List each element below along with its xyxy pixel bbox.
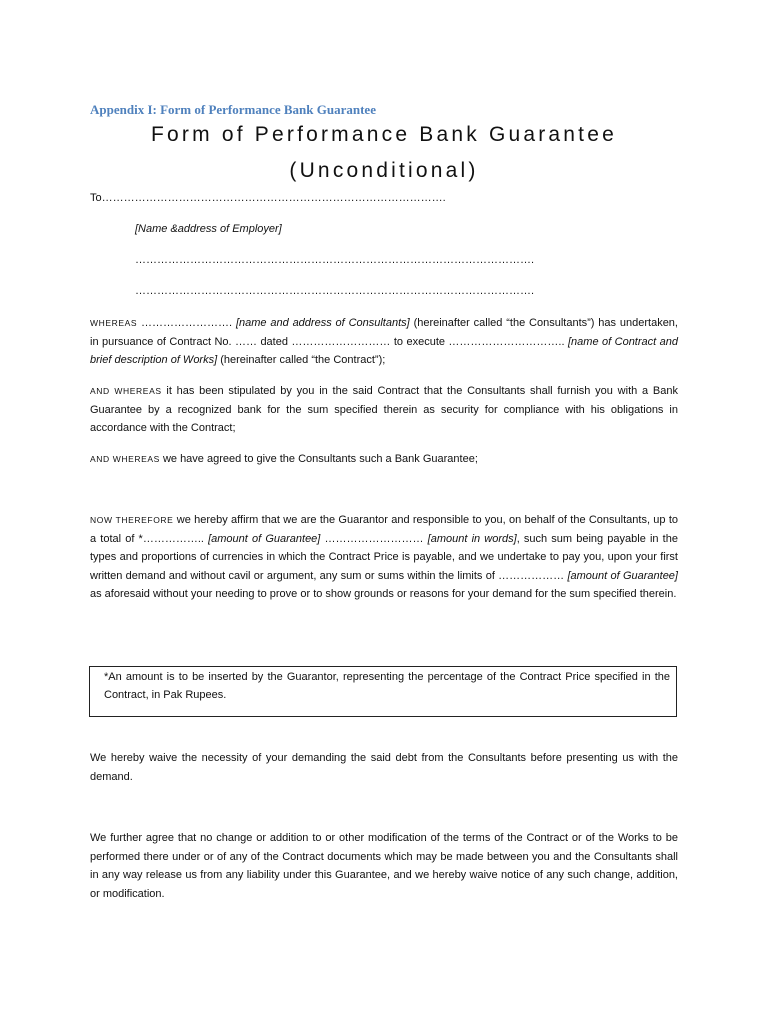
contract-placeholder: [name of Contract and brief description of Works]: [90, 335, 678, 366]
form-title-line-2: (Unconditional): [289, 159, 479, 182]
address-line-2: ……………………………………………………………………………………………….: [135, 285, 535, 297]
and-whereas-paragraph-1: [90, 382, 678, 438]
to-line: To………………………………………………………………………………….: [90, 192, 446, 204]
now-therefore-paragraph: [90, 511, 678, 604]
employer-placeholder: [Name &address of Employer]: [135, 223, 282, 235]
and-whereas-paragraph-2: [90, 450, 678, 469]
whereas-text-1: (hereinafter called “the Consultants”) has undertaken, in pursuance of Contract No. …… dated ……………………… to execute …………………………..: [90, 317, 678, 348]
form-title-line-1: Form of Performance Bank Guarantee: [151, 123, 617, 146]
and-whereas-text-1: it has been stipulated by you in the said Contract that the Consultants shall furnish you with a Bank Guarantee by a recognized bank for the sum specified therein as security for compliance with his obligations in accordance with the Contract;: [90, 385, 678, 434]
now-therefore-text-1: we hereby affirm that we are the Guarantor and responsible to you, on behalf of the Consultants, up to a total of *……………..: [90, 514, 678, 545]
now-therefore-text-2: , such sum being payable in the types and proportions of currencies in which the Contract Price is payable, and we undertake to pay you, upon your first written demand and without cavil or argument, any sum or sums within the limits of ………………: [90, 532, 678, 582]
further-agree-paragraph: We further agree that no change or addition to or other modification of the terms of the Contract or of the Works to be performed there under or of any of the Contract documents which may be made between you and the Consultants shall in any way release us from any liability under this Guarantee, and we hereby waive notice of any such change, addition, or modification.: [90, 832, 678, 900]
note-box-text: *An amount is to be inserted by the Guarantor, representing the percentage of the Contract Price specified in the Contract, in Pak Rupees.: [104, 671, 670, 701]
amount-placeholder: [amount of Guarantee]: [208, 532, 321, 545]
address-line-1: ……………………………………………………………………………………………….: [135, 254, 535, 266]
now-therefore-lead: NOW THEREFORE: [90, 515, 174, 525]
note-box: [89, 666, 677, 717]
now-therefore-dots: ………………………: [320, 532, 428, 545]
whereas-paragraph: [90, 314, 678, 370]
appendix-heading: Appendix I: Form of Performance Bank Guarantee: [90, 102, 376, 117]
consultants-placeholder: [name and address of Consultants]: [235, 317, 410, 329]
whereas-lead: WHEREAS: [90, 318, 138, 328]
and-whereas-text-2: we have agreed to give the Consultants such a Bank Guarantee;: [159, 453, 478, 465]
and-whereas-lead-2: AND WHEREAS: [90, 454, 160, 464]
now-therefore-text-3: as aforesaid without your needing to prove or to show grounds or reasons for your demand for the sum specified therein.: [90, 588, 677, 600]
words-placeholder: [amount in words]: [427, 532, 517, 545]
and-whereas-lead-1: AND WHEREAS: [90, 386, 162, 396]
limit-placeholder: [amount of Guarantee]: [567, 569, 678, 582]
whereas-text-2: (hereinafter called “the Contract”);: [217, 354, 386, 366]
waive-paragraph: We hereby waive the necessity of your demanding the said debt from the Consultants before presenting us with the demand.: [90, 752, 678, 783]
whereas-dots: …………………….: [137, 317, 233, 329]
